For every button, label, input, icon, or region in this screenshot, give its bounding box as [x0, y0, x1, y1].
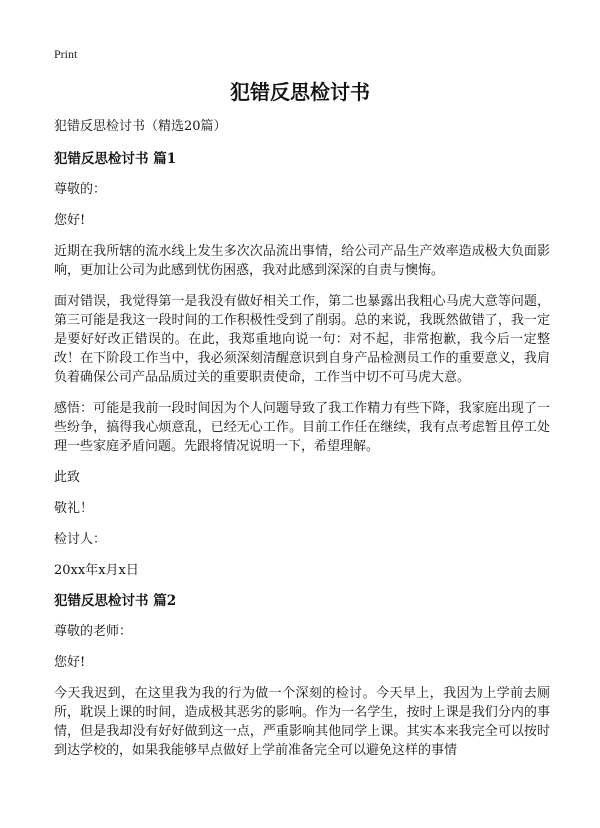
date-line: 20xx年x月x日	[54, 563, 139, 578]
closing: 此致	[54, 470, 81, 485]
document-title: 犯错反思检讨书	[230, 80, 370, 104]
section-heading: 犯错反思检讨书 篇1	[54, 151, 177, 167]
body-paragraph: 感悟：可能是我前一段时间因为个人问题导致了我工作精力有些下降，我家庭出现了一些纷争，搞得我心烦意乱，已经无心工作。目前工作任在继续，我有点考虑暂且停工处理一些家庭矛盾问题。先跟将情况说明一下，希望理解。	[54, 401, 550, 454]
salutation: 尊敬的：	[54, 182, 107, 197]
regards: 敬礼！	[54, 501, 94, 516]
signer-label: 检讨人：	[54, 532, 107, 547]
section-1	[54, 150, 550, 580]
document-body	[54, 118, 550, 772]
greeting: 您好!	[54, 213, 86, 228]
section-heading: 犯错反思检讨书 篇2	[54, 593, 177, 609]
body-paragraph: 面对错误，我觉得第一是我没有做好相关工作，第二也暴露出我粗心马虎大意等问题，第三可能是我这一段时间的工作积极性受到了削弱。总的来说，我既然做错了，我一定是要好好改正错误的。在此，我郑重地向说一句：对不起，非常抱歉，我今后一定整改！在下阶段工作当中，我必须深刻清醒意识到自身产品检测员工作的重要意义，我肩负着确保公司产品品质过关的重要职责使命，工作当中切不可马虎大意。	[54, 294, 550, 385]
greeting: 您好!	[54, 655, 86, 670]
section-2	[54, 592, 550, 760]
print-link[interactable]: Print	[54, 47, 78, 61]
salutation: 尊敬的老师：	[54, 624, 133, 639]
document-subtitle: 犯错反思检讨书（精选20篇）	[54, 119, 227, 134]
body-paragraph: 近期在我所辖的流水线上发生多次次品流出事情，给公司产品生产效率造成极大负面影响，更加让公司为此感到忧伤困惑，我对此感到深深的自责与懊悔。	[54, 244, 550, 278]
body-paragraph: 今天我迟到，在这里我为我的行为做一个深刻的检讨。今天早上，我因为上学前去厕所，耽误上课的时间，造成极其恶劣的影响。作为一名学生，按时上课是我们分内的事情，但是我却没有好好做到这一点，严重影响其他同学上课。其实本来我完全可以按时到达学校的，如果我能够早点做好上学前准备完全可以避免这样的事情	[54, 686, 550, 758]
